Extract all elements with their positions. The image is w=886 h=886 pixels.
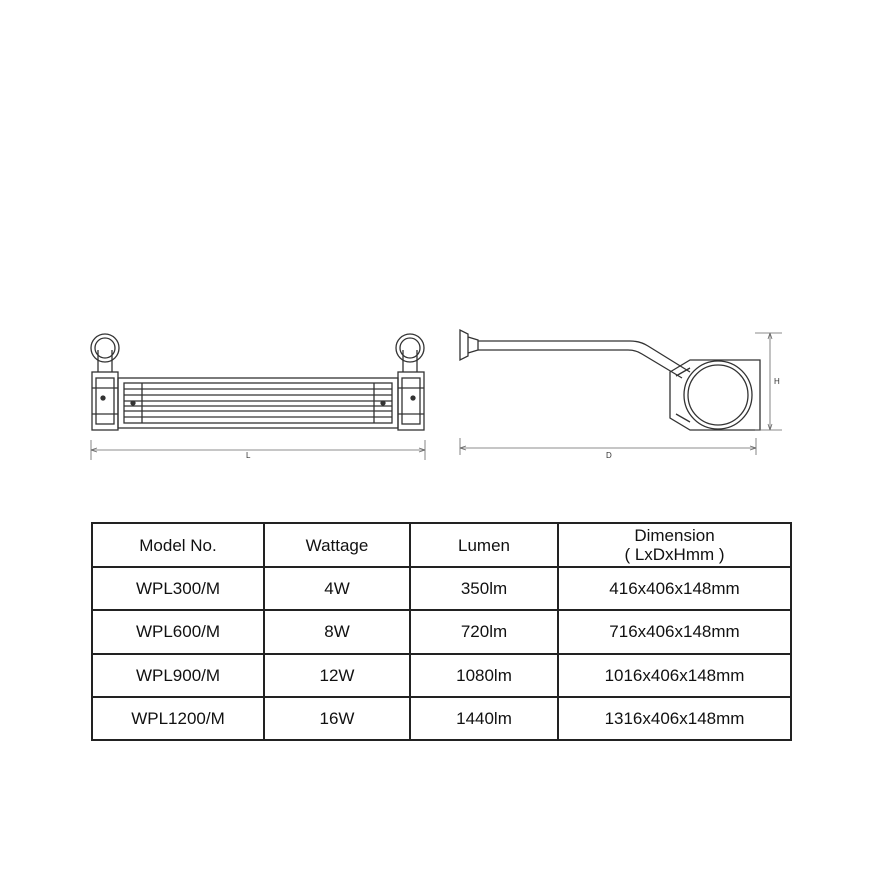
table-row <box>92 567 791 610</box>
cell-wattage: 16W <box>264 697 410 740</box>
cell-lumen: 350lm <box>410 567 558 610</box>
table-row <box>92 697 791 740</box>
cell-wattage: 12W <box>264 654 410 697</box>
length-dimension-label: L <box>246 451 251 460</box>
header-dimension <box>558 523 791 567</box>
cell-wattage: 8W <box>264 610 410 653</box>
cell-lumen: 1080lm <box>410 654 558 697</box>
cell-lumen: 720lm <box>410 610 558 653</box>
table-row <box>92 610 791 653</box>
cell-dimension: 1016x406x148mm <box>558 654 791 697</box>
header-dimension-line1: Dimension <box>634 526 715 545</box>
spec-table <box>91 522 792 741</box>
height-dimension-label: H <box>774 377 780 386</box>
header-model: Model No. <box>92 523 264 567</box>
cell-model: WPL900/M <box>92 654 264 697</box>
cell-model: WPL600/M <box>92 610 264 653</box>
cell-wattage: 4W <box>264 567 410 610</box>
depth-dimension-label: D <box>606 451 612 460</box>
cell-dimension: 1316x406x148mm <box>558 697 791 740</box>
length-dimension-line <box>91 440 425 460</box>
header-wattage: Wattage <box>264 523 410 567</box>
table-row <box>92 654 791 697</box>
cell-model: WPL1200/M <box>92 697 264 740</box>
table-header-row <box>92 523 791 567</box>
header-dimension-line2: ( LxDxHmm ) <box>624 545 725 564</box>
side-view-drawing <box>460 330 760 430</box>
header-lumen: Lumen <box>410 523 558 567</box>
cell-lumen: 1440lm <box>410 697 558 740</box>
cell-dimension: 416x406x148mm <box>558 567 791 610</box>
cell-dimension: 716x406x148mm <box>558 610 791 653</box>
cell-model: WPL300/M <box>92 567 264 610</box>
front-view-drawing <box>91 334 424 430</box>
